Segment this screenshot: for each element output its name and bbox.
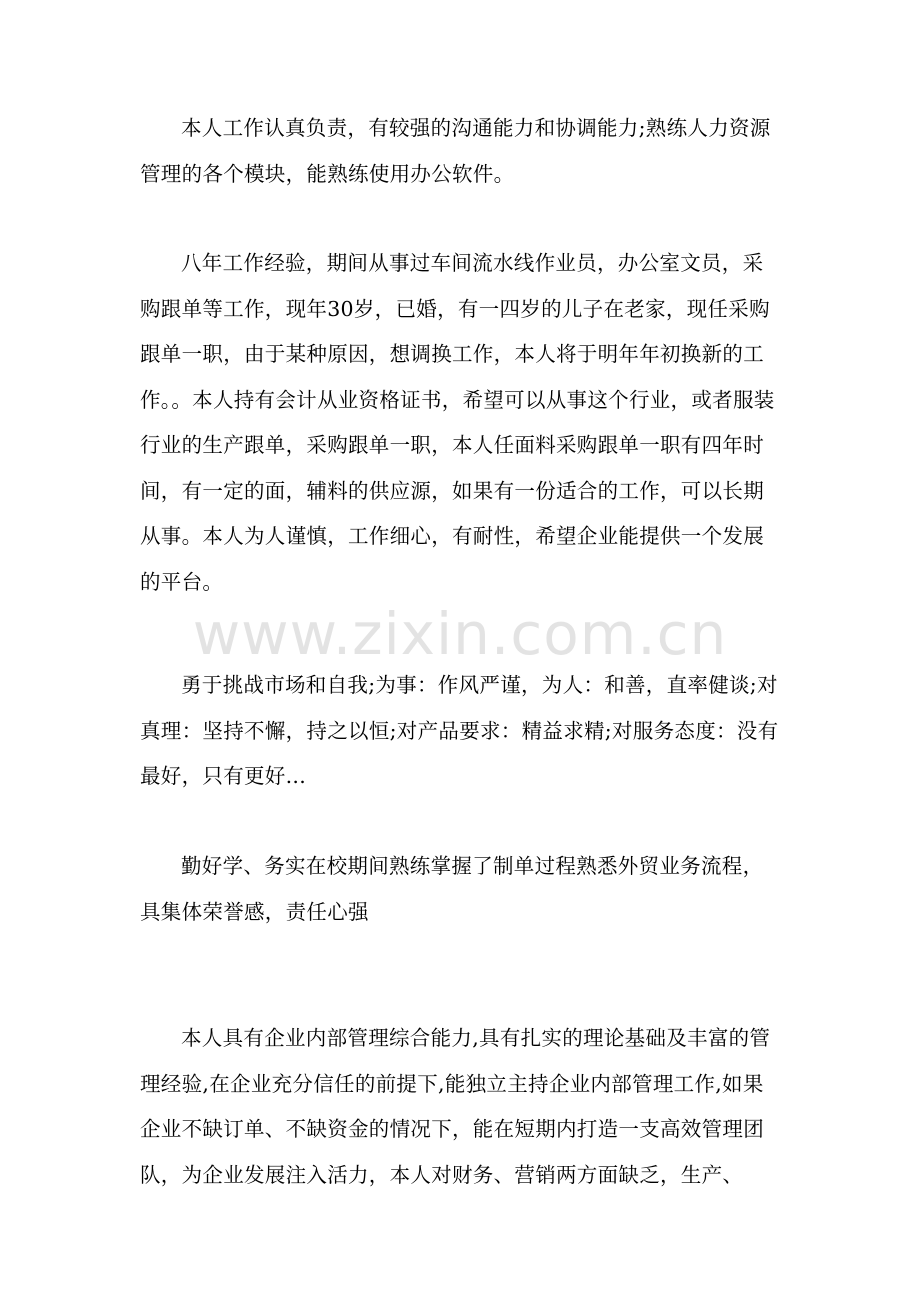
watermark-text: www.zixin.com.cn — [192, 600, 728, 668]
paragraph-study-skills: 勤好学、务实在校期间熟练掌握了制单过程熟悉外贸业务流程，具集体荣誉感，责任心强 — [140, 854, 764, 924]
paragraph-personal-motto: 勇于挑战市场和自我;为事：作风严谨，为人：和善，直率健谈;对真理：坚持不懈，持之以恒;对产品要求：精益求精;对服务态度：没有最好，只有更好... — [140, 673, 779, 788]
paragraph-work-experience: 八年工作经验，期间从事过车间流水线作业员，办公室文员，采购跟单等工作，现年30岁，已婚，有一四岁的儿子在老家，现任采购跟单一职，由于某种原因，想调换工作，本人将于明年年初换新的工作。。本人持有会计从业资格证书，希望可以从事这个行业，或者服装行业的生产跟单，采购跟单一职，本人任面料采购跟单一职有四年时间，有一定的面，辅料的供应源，如果有一份适合的工作，可以长期从事。本人为人谨慎，工作细心，有耐性，希望企业能提供一个发展的平台。 — [140, 251, 775, 594]
paragraph-management-ability: 本人具有企业内部管理综合能力,具有扎实的理论基础及丰富的管理经验,在企业充分信任的前提下,能独立主持企业内部管理工作,如果企业不缺订单、不缺资金的情况下，能在短期内打造一支高效管理团队，为企业发展注入活力，本人对财务、营销两方面缺乏，生产、 — [140, 1026, 771, 1187]
paragraph-work-attitude: 本人工作认真负责，有较强的沟通能力和协调能力;熟练人力资源管理的各个模块，能熟练使用办公软件。 — [140, 116, 771, 186]
